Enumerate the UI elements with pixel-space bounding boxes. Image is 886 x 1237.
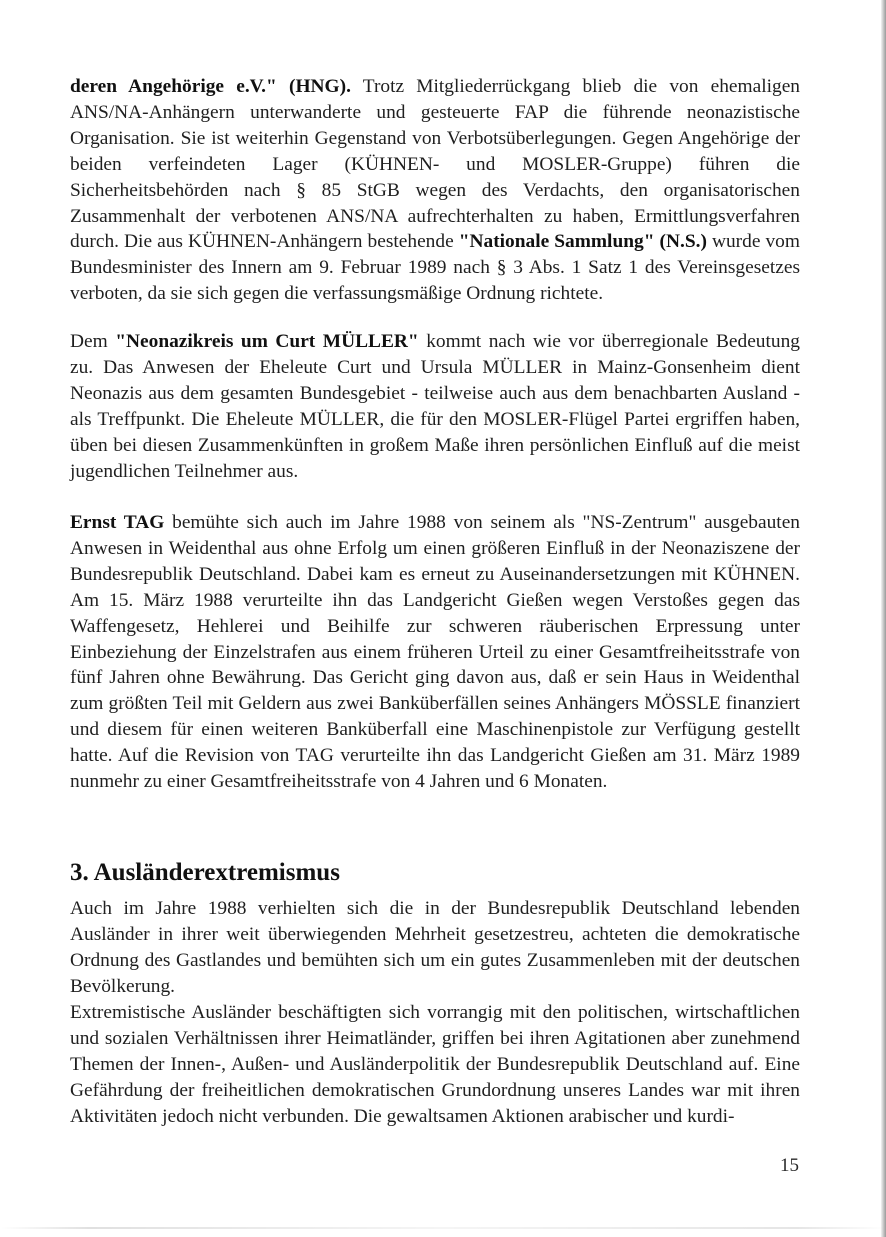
section-heading: 3. Ausländerextremismus: [70, 859, 340, 886]
paragraph-auslaender-intro: Auch im Jahre 1988 verhielten sich die in der Bundesrepublik Deutschland lebenden Ausländer in ihrer weit überwiegenden Mehrheit gesetzestreu, achteten die demokratische Ordnung des Gastlandes und bemühten sich um ein gutes Zusammenleben mit der deutschen Bevölkerung.: [70, 898, 800, 997]
paragraph-text: Trotz Mitgliederrückgang blieb die von ehemaligen ANS/NA-Anhängern unterwanderte und gesteuerte FAP die führende neonazistische Organisation. Sie ist weiterhin Gegenstand von Verbotsüberlegungen. Gegen Angehörige der beiden verfeindeten Lager (KÜHNEN- und MOSLER-Gruppe) führen die Sicherheitsbehörden nach § 85 StGB wegen des Verdachts, den organisatorischen Zusammenhalt der verbotenen ANS/NA aufrechterhalten zu haben, Ermittlungsverfahren durch. Die aus KÜHNEN-Anhängern bestehende: [70, 76, 801, 253]
paragraph-text: wurde vom Bundesminister des Innern am 9. Februar 1989 nach § 3 Abs. 1 Satz 1 des Vereinsgesetzes verboten, da sie sich gegen die verfassungsmäßige Ordnung richtete.: [70, 231, 800, 305]
paragraph-hng-fap: [70, 74, 800, 307]
bold-term-nationale-sammlung: "Nationale Sammlung" (N.S.): [458, 231, 707, 253]
bold-term-neonazikreis: "Neonazikreis um Curt MÜLLER": [115, 331, 419, 352]
scan-bottom-artifact: [0, 1227, 886, 1229]
paragraph-neonazikreis-mueller: [70, 329, 800, 484]
bold-term-ernst-tag: Ernst TAG: [70, 512, 165, 533]
paragraph-ernst-tag: [70, 510, 800, 795]
paragraph-text: Dem: [70, 331, 116, 352]
bold-term-hng: deren Angehörige e.V." (HNG).: [70, 76, 351, 97]
scan-edge-shadow: [881, 0, 886, 1237]
paragraph-extremistische-auslaender: Extremistische Ausländer beschäftigten sich vorrangig mit den politischen, wirtschaftlichen und sozialen Verhältnissen ihrer Heimatländer, griffen bei ihren Agitationen aber zunehmend Themen der Innen-, Außen- und Ausländerpolitik der Bundesrepublik Deutschland auf. Eine Gefährdung der freiheitlichen demokratischen Grundordnung unseres Landes war mit ihren Aktivitäten jedoch nicht verbunden. Die gewaltsamen Aktionen arabischer und kurdi-: [70, 1002, 800, 1127]
page-number: 15: [780, 1155, 799, 1176]
paragraph-text: bemühte sich auch im Jahre 1988 von seinem als "NS-Zentrum" ausgebauten Anwesen in Weidenthal aus ohne Erfolg um einen größeren Einfluß in der Neonaziszene der Bundesrepublik Deutschland. Dabei kam es erneut zu Auseinandersetzungen mit KÜHNEN. Am 15. März 1988 verurteilte ihn das Landgericht Gießen wegen Verstoßes gegen das Waffengesetz, Hehlerei und Beihilfe zur schweren räuberischen Erpressung unter Einbeziehung der Einzelstrafen aus einem früheren Urteil zu einer Gesamtfreiheitsstrafe von fünf Jahren ohne Bewährung. Das Gericht ging davon aus, daß er sein Haus in Weidenthal zum größten Teil mit Geldern aus zwei Banküberfällen seines Anhängers MÖSSLE finanziert und diesem für einen weiteren Banküberfall eine Maschinenpistole zur Verfügung gestellt hatte. Auf die Revision von TAG verurteilte ihn das Landgericht Gießen am 31. März 1989 nunmehr zu einer Gesamtfreiheitsstrafe von 4 Jahren und 6 Monaten.: [70, 512, 800, 793]
paragraph-text: kommt nach wie vor überregionale Bedeutung zu. Das Anwesen der Eheleute Curt und Ursula MÜLLER in Mainz-Gonsenheim dient Neonazis aus dem gesamten Bundesgebiet - teilweise auch aus dem benachbarten Ausland - als Treffpunkt. Die Eheleute MÜLLER, die für den MOSLER-Flügel Partei ergriffen haben, üben bei diesen Zusammenkünften in großem Maße ihren persönlichen Einfluß auf die meist jugendlichen Teilnehmer aus.: [70, 331, 800, 482]
